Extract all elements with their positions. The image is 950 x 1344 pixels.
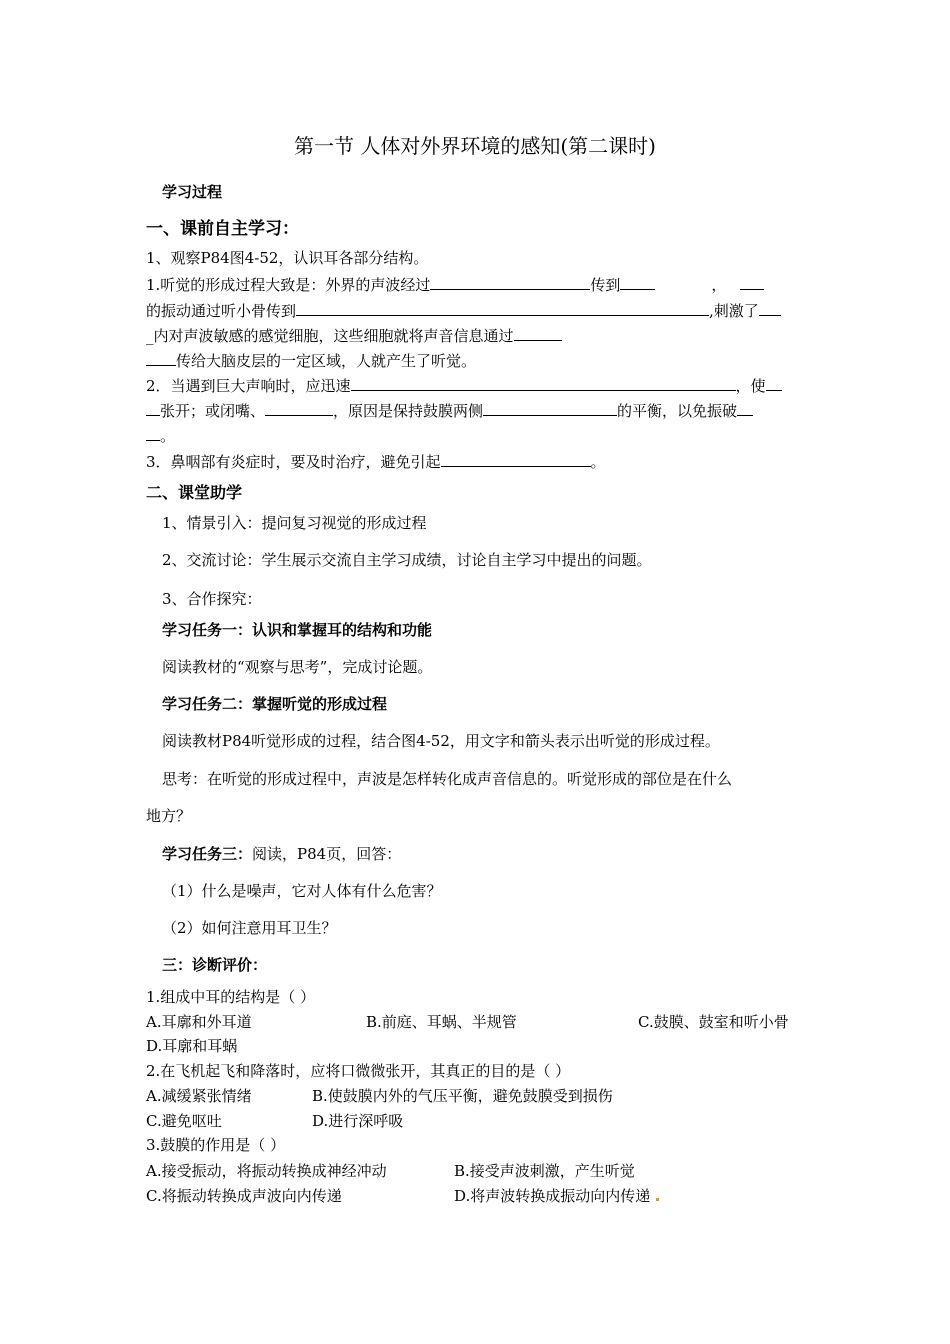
quiz-q3-option-d-text: D.将声波转换成振动向内传递 [454, 1187, 651, 1205]
s1-line3-text-b: ,刺激了 [709, 302, 759, 320]
quiz-q3-option-d[interactable] [454, 1186, 659, 1206]
section3-heading: 三：诊断评价： [162, 956, 268, 974]
quiz-q2: 2.在飞机起飞和降落时，应将口微微张开，其真正的目的是（ ） [146, 1062, 571, 1080]
task1-title: 学习任务一：认识和掌握耳的结构和功能 [162, 621, 433, 639]
s1-line5 [146, 350, 476, 371]
s1-line7 [146, 400, 753, 421]
answer-blank[interactable] [351, 375, 736, 391]
answer-blank[interactable] [514, 325, 562, 341]
quiz-q3-option-a[interactable]: A.接受振动，将振动转换成神经冲动 [146, 1162, 387, 1180]
think-line2: 地方？ [146, 807, 192, 825]
quiz-q1-option-a[interactable]: A.耳廓和外耳道 [146, 1013, 252, 1031]
answer-blank[interactable] [265, 400, 333, 416]
quiz-q2-option-d[interactable]: D.进行深呼吸 [312, 1112, 404, 1130]
s1-line6-text-a: 2．当遇到巨大声响时，应迅速 [146, 377, 351, 395]
task3-q2: （2）如何注意用耳卫生？ [162, 919, 337, 937]
s1-line2-text-b: 传到 [590, 276, 621, 294]
quiz-q3: 3.鼓膜的作用是（ ） [146, 1136, 286, 1154]
task1-text: 阅读教材的“观察与思考”，完成讨论题。 [162, 658, 433, 676]
quiz-q1-option-c[interactable]: C.鼓膜、鼓室和听小骨 [638, 1013, 789, 1031]
section2-heading: 二、课堂助学 [146, 483, 243, 502]
quiz-q2-option-c[interactable]: C.避免呕吐 [146, 1112, 222, 1130]
quiz-q1-option-b[interactable]: B.前庭、耳蜗、半规管 [366, 1013, 517, 1031]
task3-title: 学习任务三： [162, 845, 253, 863]
s2-item2: 2、交流讨论：学生展示交流自主学习成绩，讨论自主学习中提出的问题。 [162, 551, 652, 569]
s1-line2-text-c: ， [711, 276, 727, 294]
s1-line8 [146, 425, 175, 446]
think-line1: 思考：在听觉的形成过程中，声波是怎样转化成声音信息的。听觉形成的部位是在什么 [162, 770, 733, 788]
task3-text: 阅读，P84页，回答： [252, 845, 402, 863]
s1-line1: 1、观察P84图4-52，认识耳各部分结构。 [146, 249, 429, 267]
answer-blank[interactable] [296, 300, 709, 316]
section1-heading: 一、课前自主学习： [146, 219, 299, 239]
s2-item1: 1、情景引入：提问复习视觉的形成过程 [162, 514, 427, 532]
task3-q1: （1）什么是噪声，它对人体有什么危害？ [162, 882, 442, 900]
answer-blank[interactable] [483, 400, 617, 416]
answer-blank[interactable] [430, 274, 590, 290]
s1-line2-text-a: 1.听觉的形成过程大致是：外界的声波经过 [146, 276, 431, 294]
s1-line5-text: 传给大脑皮层的一定区域，人就产生了听觉。 [176, 352, 477, 370]
answer-blank[interactable] [740, 274, 764, 290]
answer-blank[interactable] [146, 400, 160, 416]
task2-text: 阅读教材P84听觉形成的过程，结合图4-52，用文字和箭头表示出听觉的形成过程。 [162, 732, 720, 750]
s1-line9 [146, 451, 606, 472]
s2-item3: 3、合作探究： [162, 590, 262, 608]
s1-line7-text-a: 张开；或闭嘴、 [160, 402, 266, 420]
quiz-q3-option-b[interactable]: B.接受声波刺激，产生听觉 [454, 1162, 635, 1180]
answer-blank[interactable] [766, 375, 782, 391]
answer-blank[interactable] [759, 300, 781, 316]
page-title: 第一节 人体对外界环境的感知(第二课时) [294, 134, 656, 158]
s1-line3 [146, 300, 781, 321]
s1-line4-text-a: _内对声波敏感的感觉细胞，这些细胞就将声音信息通过 [146, 327, 514, 345]
answer-blank[interactable] [620, 274, 655, 290]
s1-line9-text-a: 3．鼻咽部有炎症时，要及时治疗，避免引起 [146, 453, 441, 471]
s1-line9-text-b: 。 [590, 453, 606, 471]
s1-line7-text-c: 的平衡，以免振破 [617, 402, 738, 420]
answer-blank[interactable] [737, 400, 753, 416]
quiz-q1-option-d[interactable]: D.耳廓和耳蜗 [146, 1037, 238, 1055]
s1-line8-text: 。 [160, 427, 176, 445]
answer-blank[interactable] [441, 451, 591, 467]
s1-line6-text-b: ，使 [735, 377, 766, 395]
heading-learning-process: 学习过程 [162, 183, 223, 201]
quiz-q3-option-c[interactable]: C.将振动转换成声波向内传递 [146, 1187, 342, 1205]
quiz-q2-option-a[interactable]: A.减缓紧张情绪 [146, 1087, 252, 1105]
quiz-q2-option-b[interactable]: B.使鼓膜内外的气压平衡，避免鼓膜受到损伤 [312, 1087, 613, 1105]
s1-line3-text-a: 的振动通过听小骨传到 [146, 302, 297, 320]
answer-blank[interactable] [146, 425, 160, 441]
task2-title: 学习任务二：掌握听觉的形成过程 [162, 695, 388, 713]
s1-line7-text-b: ，原因是保持鼓膜两侧 [333, 402, 484, 420]
s1-line2 [146, 274, 764, 295]
decorative-dot [656, 1198, 659, 1201]
answer-blank[interactable] [146, 350, 176, 366]
s1-line4 [146, 325, 562, 346]
task3-line [162, 844, 401, 864]
s1-line6 [146, 375, 782, 396]
quiz-q1: 1.组成中耳的结构是（ ） [146, 988, 316, 1006]
